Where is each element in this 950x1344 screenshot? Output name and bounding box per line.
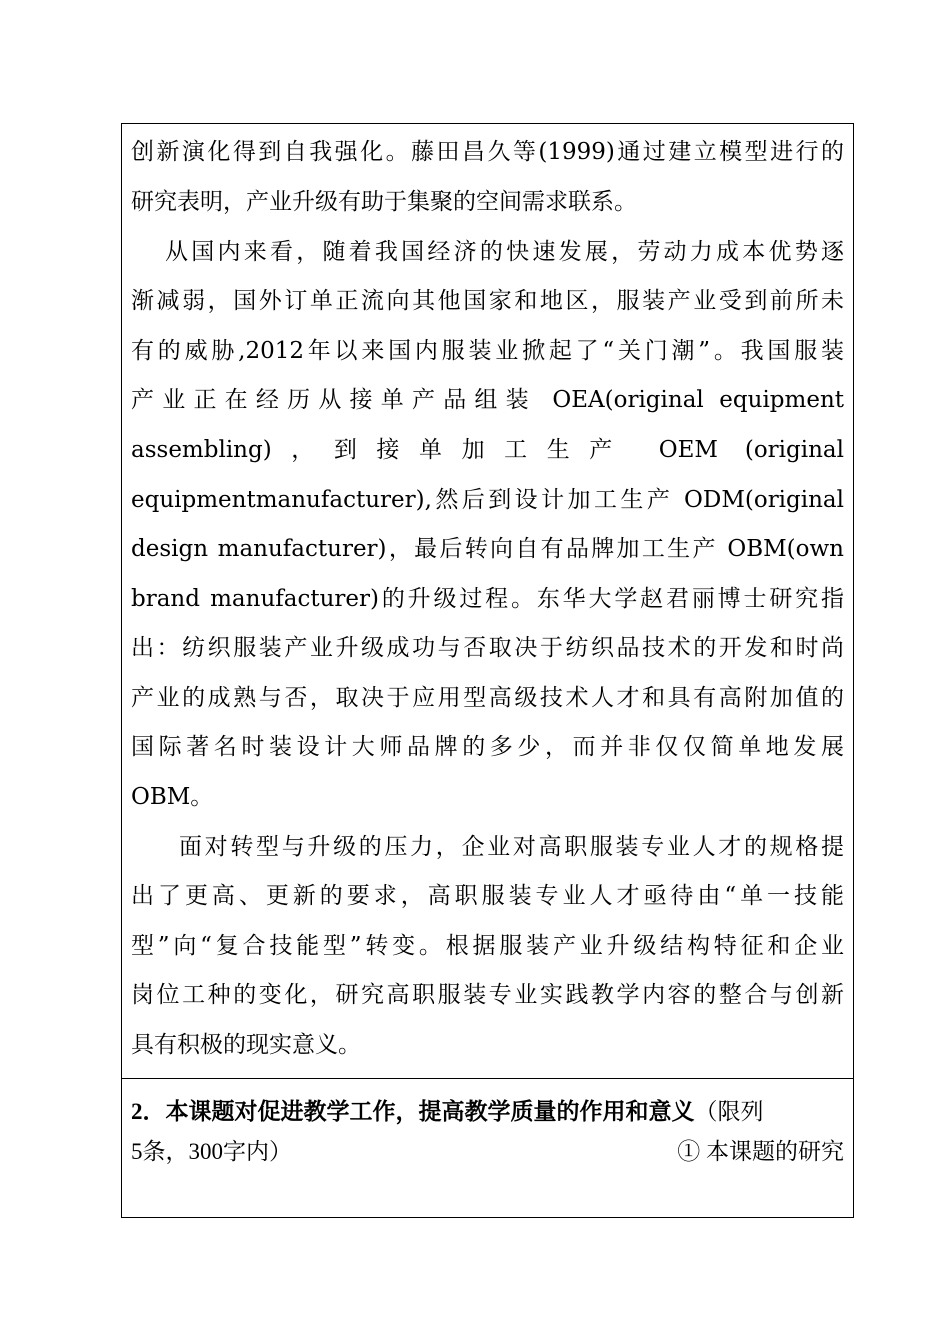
- text-line: 国际著名时装设计大师品牌的多少，而并非仅仅简单地发展: [131, 734, 844, 760]
- text-line: assembling)，到接单加工生产 OEM (original: [131, 437, 844, 463]
- text-line: 研究表明，产业升级有助于集聚的空间需求联系。: [131, 189, 637, 215]
- form-table: [121, 123, 854, 1218]
- section-subline: [131, 1132, 844, 1172]
- section-heading-title: 2．本课题对促进教学工作，提高教学质量的作用和意义: [131, 1099, 695, 1124]
- first-point-start: ① 本课题的研究: [677, 1139, 844, 1164]
- section-heading-note: （限列: [694, 1099, 764, 1124]
- text-line: brand manufacturer)的升级过程。东华大学赵君丽博士研究指: [131, 586, 844, 612]
- text-line: 产业正在经历从接单产品组装 OEA(original equipment: [131, 387, 844, 413]
- text-line: 岗位工种的变化，研究高职服装专业实践教学内容的整合与创新: [131, 982, 844, 1008]
- research-background-cell: [122, 124, 853, 1079]
- text-line: design manufacturer)，最后转向自有品牌加工生产 OBM(own: [131, 536, 844, 562]
- text-line: 有的威胁,2012年以来国内服装业掀起了“关门潮”。我国服装: [131, 338, 844, 364]
- word-limit-note: 5条，300字内）: [131, 1139, 292, 1164]
- section-heading: [131, 1092, 844, 1132]
- text-line: 型”向“复合技能型”转变。根据服装产业升级结构特征和企业: [131, 933, 844, 959]
- text-line: 创新演化得到自我强化。藤田昌久等(1999)通过建立模型进行的: [131, 139, 844, 165]
- paragraph-start-line: 从国内来看，随着我国经济的快速发展，劳动力成本优势逐: [165, 239, 844, 265]
- paragraph-start-line: 面对转型与升级的压力，企业对高职服装专业人才的规格提: [179, 834, 844, 860]
- teaching-significance-cell: [122, 1079, 853, 1217]
- text-line: 出：纺织服装产业升级成功与否取决于纺织品技术的开发和时尚: [131, 635, 844, 661]
- text-line: OBM。: [131, 784, 214, 810]
- text-line: 具有积极的现实意义。: [131, 1032, 361, 1058]
- text-line: 出了更高、更新的要求，高职服装专业人才亟待由“单一技能: [131, 883, 844, 909]
- text-line: equipmentmanufacturer),然后到设计加工生产 ODM(original: [131, 487, 844, 513]
- text-line: 产业的成熟与否，取决于应用型高级技术人才和具有高附加值的: [131, 685, 844, 711]
- text-line: 渐减弱，国外订单正流向其他国家和地区，服装产业受到前所未: [131, 288, 844, 314]
